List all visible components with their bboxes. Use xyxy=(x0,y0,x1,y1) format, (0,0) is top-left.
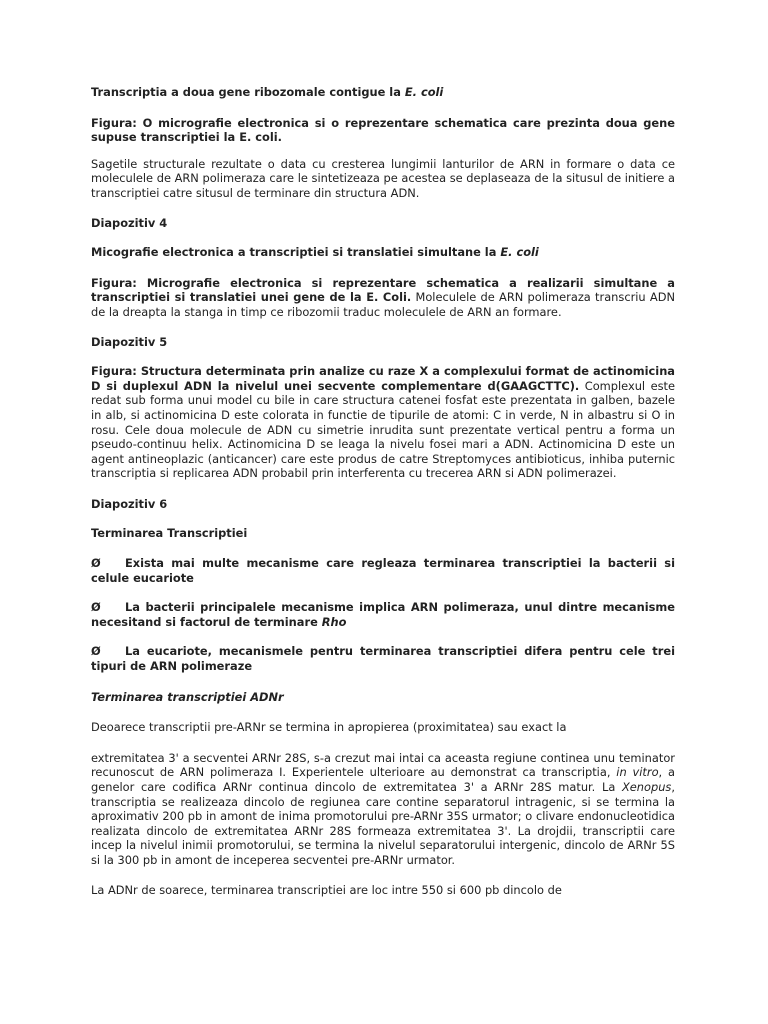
figure-caption xyxy=(91,364,675,481)
slide-label-text: Diapozitiv 4 xyxy=(91,215,168,230)
slide-label-text: Diapozitiv 6 xyxy=(91,496,168,511)
bullet-text: La bacterii principalele mecanisme implica ARN polimeraza, unul dintre mecanisme necesitand si factorul de terminare xyxy=(91,600,675,629)
paragraph xyxy=(91,883,675,898)
figure-caption xyxy=(91,276,675,320)
bullet-text: Exista mai multe mecanisme care regleaza terminarea transcriptiei la bacterii si celule eucariote xyxy=(91,556,675,585)
paragraph xyxy=(91,751,675,868)
section-title xyxy=(91,245,675,260)
figure-caption-text: Figura: O micrografie electronica si o reprezentare schematica care prezinta doua gene supuse transcriptiei la E. coli. xyxy=(91,115,675,145)
bullet-item xyxy=(91,556,675,585)
section-title-text: Terminarea transcriptiei ADNr xyxy=(91,689,284,704)
document-page xyxy=(91,79,675,897)
species-name: E. coli xyxy=(500,245,539,260)
figure-caption-bold: Figura: Micrografie electronica si reprezentare schematica a realizarii simultane a transcriptiei si translatiei unei gene de la E. Coli. xyxy=(91,275,675,305)
bullet-text: La eucariote, mecanismele pentru terminarea transcriptiei difera pentru cele trei tipuri de ARN polimeraze xyxy=(91,644,675,674)
section-title xyxy=(91,690,675,705)
bullet-symbol: Ø xyxy=(91,556,101,571)
emphasis-text: Xenopus xyxy=(621,780,672,794)
section-title-text: Transcriptia a doua gene ribozomale contigue la xyxy=(91,85,405,99)
section-title xyxy=(91,85,675,100)
slide-label xyxy=(91,497,675,512)
emphasis-text: in vitro xyxy=(616,765,659,780)
section-title-text: Micografie electronica a transcriptiei si translatiei simultane la xyxy=(91,245,501,260)
species-name: E. coli xyxy=(404,85,444,99)
bullet-symbol: Ø xyxy=(91,644,101,659)
bullet-emphasis: Rho xyxy=(321,614,347,629)
figure-caption-text: Moleculele de ARN polimeraza transcriu ADN de la dreapta la stanga in timp ce ribozomii traduc moleculele de ARN an formare. xyxy=(91,290,675,319)
section-title xyxy=(91,526,675,541)
paragraph-text: Deoarece transcriptii pre-ARNr se termina in apropierea (proximitatea) sau exact la xyxy=(91,720,567,735)
figure-caption xyxy=(91,116,675,145)
paragraph xyxy=(91,157,675,201)
slide-label-text: Diapozitiv 5 xyxy=(91,334,168,349)
paragraph-text: , transcriptia se realizeaza dincolo de regiunea care contine separatorul intragenic, si se termina la aproximativ 200 pb in amont de inima promotorului pre-ARNr 35S urmator; o clivare endonucleotidica realizata dincolo de extremitatea ARNr 28S formeaza extremitatea 3'. La drojdii, transcriptii care incep la nivelul inimii promotorului, se termina la nivelul separatorului intergenic, dincolo de ARNr 5S si la 300 pb in amont de inceperea secventei pre-ARNr urmator. xyxy=(91,780,675,867)
figure-caption-text: Complexul este redat sub forma unui model cu bile in care structura catenei fosfat este prezentata in galben, bazele in alb, si actinomicina D este colorata in functie de tipurile de atomi: C in verde, N in albastru si O in rosu. Cele doua molecule de ADN cu simetrie inrudita sunt prezentate vertical pentru a forma un pseudo-continuu helix. Actinomicina D se leaga la nivelu fosei mari a ADN. Actinomicina D este un agent antineoplazic (anticancer) care este produs de catre Streptomyces antibioticus, inhiba puternic transcriptia si replicarea ADN probabil prin interferenta cu trecerea ARN si ADN polimerazei. xyxy=(91,378,675,481)
section-title-text: Terminarea Transcriptiei xyxy=(91,526,248,541)
paragraph-text: extremitatea 3' a secventei ARNr 28S, s-a crezut mai intai ca aceasta regiune continea unu teminator recunoscut de ARN polimeraza I. Experientele ulterioare au demonstrat ca transcriptia, xyxy=(91,750,675,780)
slide-label xyxy=(91,216,675,231)
paragraph-text: , a genelor care codifica ARNr continua dincolo de extremitatea 3' a ARNr 28S matur. La xyxy=(91,765,675,794)
bullet-symbol: Ø xyxy=(91,600,101,615)
paragraph xyxy=(91,720,675,735)
paragraph-text: La ADNr de soarece, terminarea transcriptiei are loc intre 550 si 600 pb dincolo de xyxy=(91,882,562,897)
bullet-item xyxy=(91,600,675,629)
paragraph-text: Sagetile structurale rezultate o data cu cresterea lungimii lanturilor de ARN in formare o data ce moleculele de ARN polimeraza care le sintetizeaza pe acestea se deplaseaza de la situsul de initiere a transcriptiei catre situsul de terminare din structura ADN. xyxy=(91,156,675,200)
slide-label xyxy=(91,335,675,350)
bullet-item xyxy=(91,644,675,673)
figure-caption-bold: Figura: Structura determinata prin analize cu raze X a complexului format de actinomicina D si duplexul ADN la nivelul unei secvente complementare d(GAAGCTTC). xyxy=(91,364,675,393)
